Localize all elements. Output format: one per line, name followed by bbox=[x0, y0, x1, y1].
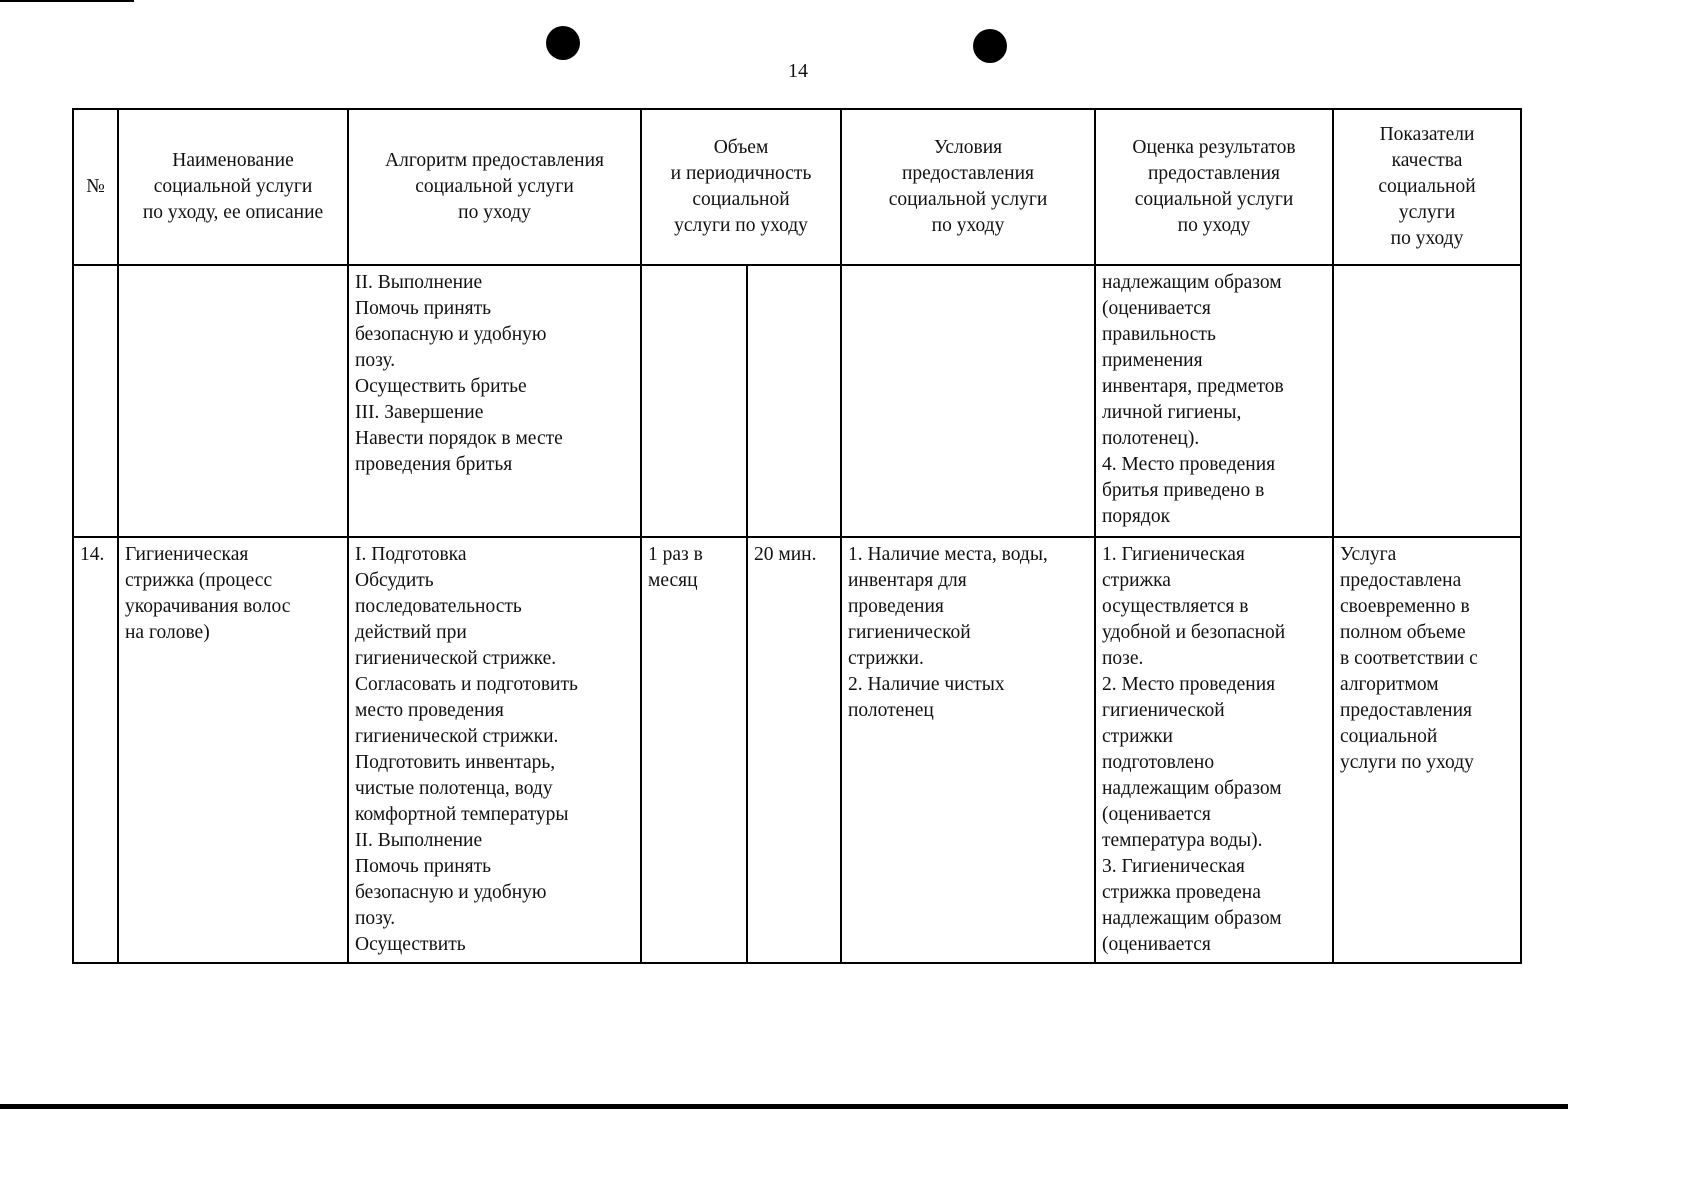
bottom-edge-rule bbox=[0, 1104, 1568, 1109]
conditions-cell bbox=[841, 265, 1095, 537]
social-services-table bbox=[72, 108, 1522, 964]
algorithm-cell: II. Выполнение Помочь принять безопасную и удобную позу. Осуществить бритье III. Завершение Навести порядок в месте проведения бритья bbox=[348, 265, 641, 537]
header-quality-indicators: Показатели качества социальной услуги по уходу bbox=[1333, 109, 1521, 265]
evaluation-cell: 1. Гигиеническая стрижка осуществляется в удобной и безопасной позе. 2. Место проведения гигиенической стрижки подготовлено надлежащим образом (оценивается температура воды). 3. Гигиеническая стрижка проведена надлежащим образом (оценивается bbox=[1095, 537, 1333, 963]
header-volume-frequency: Объем и периодичность социальной услуги по уходу bbox=[641, 109, 841, 265]
punch-hole-left bbox=[546, 26, 580, 60]
table-row bbox=[73, 265, 1521, 537]
table-row bbox=[73, 537, 1521, 963]
punch-hole-right bbox=[973, 29, 1007, 63]
quality-cell: Услуга предоставлена своевременно в полном объеме в соответствии с алгоритмом предоставления социальной услуги по уходу bbox=[1333, 537, 1521, 963]
header-service-name: Наименование социальной услуги по уходу, ее описание bbox=[118, 109, 348, 265]
top-edge-rule bbox=[0, 0, 134, 2]
header-algorithm: Алгоритм предоставления социальной услуги по уходу bbox=[348, 109, 641, 265]
quality-cell bbox=[1333, 265, 1521, 537]
service-name-cell bbox=[118, 265, 348, 537]
algorithm-cell: I. Подготовка Обсудить последовательность действий при гигиенической стрижке. Согласовать и подготовить место проведения гигиенической стрижки. Подготовить инвентарь, чистые полотенца, воду комфортной температуры II. Выполнение Помочь принять безопасную и удобную позу. Осуществить bbox=[348, 537, 641, 963]
header-conditions: Условия предоставления социальной услуги по уходу bbox=[841, 109, 1095, 265]
frequency-cell bbox=[641, 265, 747, 537]
conditions-cell: 1. Наличие места, воды, инвентаря для проведения гигиенической стрижки. 2. Наличие чистых полотенец bbox=[841, 537, 1095, 963]
row-number bbox=[73, 265, 118, 537]
header-number: № bbox=[73, 109, 118, 265]
service-name-cell: Гигиеническая стрижка (процесс укорачивания волос на голове) bbox=[118, 537, 348, 963]
page-number: 14 bbox=[788, 60, 808, 82]
table-header-row bbox=[73, 109, 1521, 265]
frequency-cell: 1 раз в месяц bbox=[641, 537, 747, 963]
duration-cell bbox=[747, 265, 841, 537]
row-number: 14. bbox=[73, 537, 118, 963]
duration-cell: 20 мин. bbox=[747, 537, 841, 963]
header-evaluation: Оценка результатов предоставления социальной услуги по уходу bbox=[1095, 109, 1333, 265]
evaluation-cell: надлежащим образом (оценивается правильность применения инвентаря, предметов личной гигиены, полотенец). 4. Место проведения бритья приведено в порядок bbox=[1095, 265, 1333, 537]
